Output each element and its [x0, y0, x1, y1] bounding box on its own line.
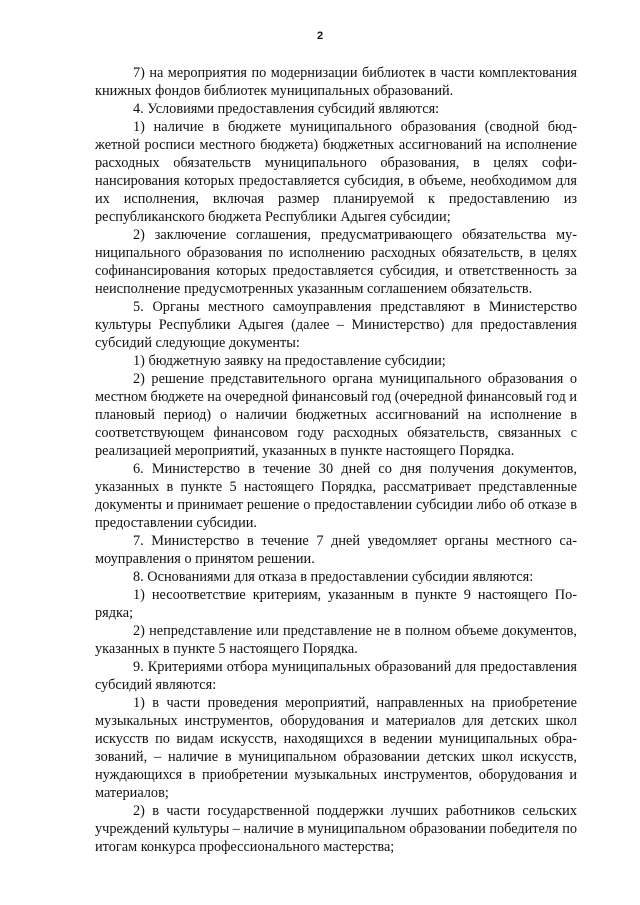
paragraph-5-2: 2) решение представительного органа муниципального образования о местном бюджете на очередной финансовый год (очередной финансовый год и плановый период) о наличии бюджетных ассигнований на исполнение в соответствующем финансовом году расходных обязательств, связанных с реализацией мероприятий, указанных в пункте настоящего Порядка. [95, 371, 577, 459]
paragraph-4-heading: 4. Условиями предоставления субсидий являются: [133, 101, 440, 117]
paragraph-8-2: 2) непредставление или представление не в полном объеме документов, указанных в пункте 5 настоящего Порядка. [95, 623, 577, 657]
paragraph-9-heading: 9. Критериями отбора муниципальных образований для предоставления субсидий являются: [95, 659, 577, 693]
paragraph-8-1: 1) несоответствие критериям, указанным в пункте 9 настоящего Порядка; [95, 587, 577, 621]
paragraph-9-2: 2) в части государственной поддержки лучших работников сельских учреждений культуры – наличие в муниципальном образовании победителя по итогам конкурса профессионального мастерства; [95, 803, 577, 855]
paragraph-5-1: 1) бюджетную заявку на предоставление субсидии; [133, 353, 446, 369]
page-number: 2 [316, 30, 324, 42]
paragraph-7-library-modernization: 7) на мероприятия по модернизации библиотек в части комплектования книжных фондов библиотек муниципальных образований. [95, 65, 577, 99]
paragraph-6: 6. Министерство в течение 30 дней со дня получения документов, указанных в пункте 5 настоящего Порядка, рассматривает представленные документы и принимает решение о предоставлении субсидии либо об отказе в предоставлении субсидии. [95, 461, 577, 531]
paragraph-4-2: 2) заключение соглашения, предусматривающего обязательства муниципального образования по исполнению расходных обязательств, в целях софинансирования которых предоставляется субсидия, и ответственность за неисполнение предусмотренных указанным соглашением обязательств. [95, 227, 577, 297]
paragraph-4-1: 1) наличие в бюджете муниципального образования (сводной бюджетной росписи местного бюджета) бюджетных ассигнований на исполнение расходных обязательств муниципального образования, в целях софинансирования которых предоставляется субсидия, в объеме, необходимом для их исполнения, включая размер планируемой к предоставлению из республиканского бюджета Республики Адыгея субсидии; [95, 119, 577, 225]
document-body [95, 64, 577, 856]
paragraph-5-heading: 5. Органы местного самоуправления представляют в Министерство культуры Республики Адыгея (далее – Министерство) для предоставления субсидий следующие документы: [95, 299, 577, 351]
paragraph-8-heading: 8. Основаниями для отказа в предоставлении субсидии являются: [133, 569, 534, 585]
paragraph-7: 7. Министерство в течение 7 дней уведомляет органы местного самоуправления о принятом решении. [95, 533, 577, 567]
paragraph-9-1: 1) в части проведения мероприятий, направленных на приобретение музыкальных инструментов, оборудования и материалов для детских школ искусств по видам искусств, находящихся в ведении муниципальных образований, – наличие в муниципальном образовании детских школ искусств, нуждающихся в приобретении музыкальных инструментов, оборудования и материалов; [95, 695, 577, 801]
